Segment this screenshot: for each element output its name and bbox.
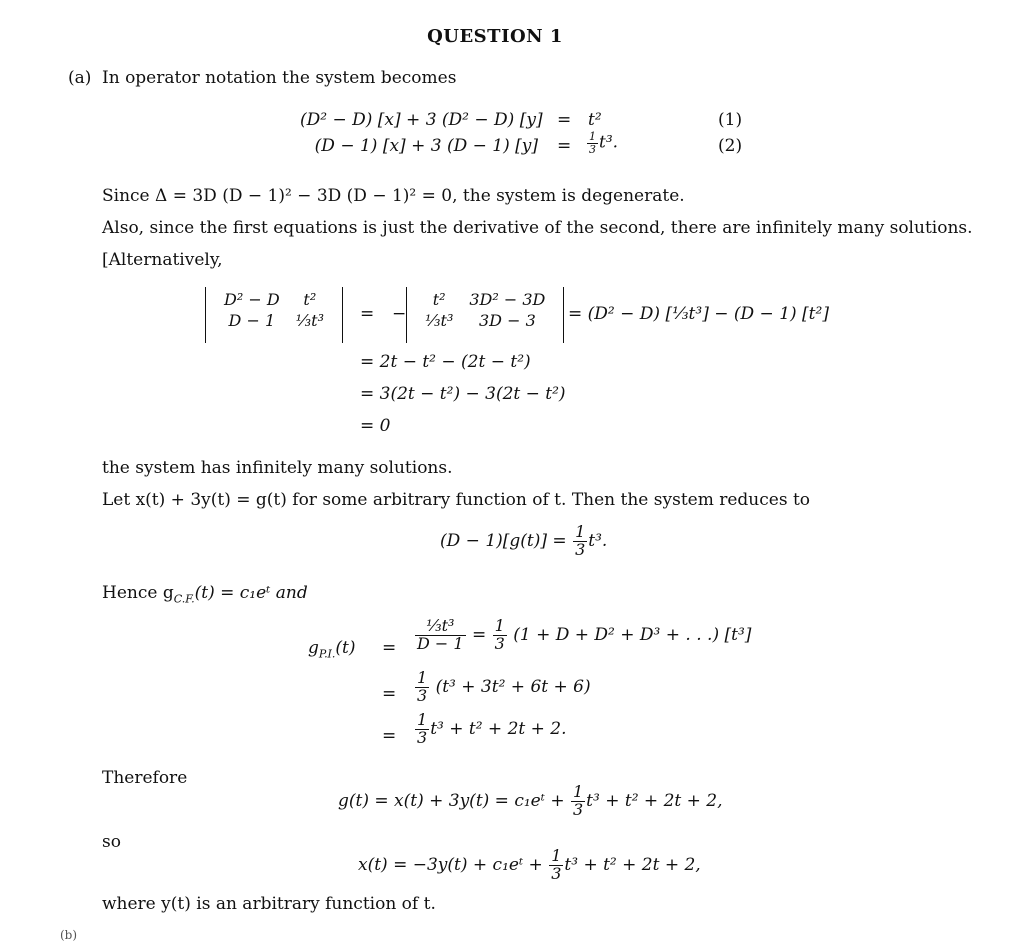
eq1-equals: = — [557, 110, 572, 130]
det-step-1: = 2t − t² − (2t − t²) — [360, 352, 531, 372]
gpi-label: $g_{P.I.}(t)$ — [308, 638, 356, 661]
gpi-line-1: $\frac{\text{⅓t³}}{D - 1}$ = $\frac{1}{3}$ (1 + D + D² + D³ + . . .) [t³] — [417, 616, 752, 653]
eq2-equals: = — [557, 136, 572, 156]
determinant-2: t² 3D² − 3D ⅓t³ 3D − 3 — [406, 287, 564, 343]
hence-text: Hence $g_{C.F.}(t)$ = c₁eᵗ and — [102, 583, 308, 606]
eq1-lhs: (D² − D) [x] + 3 (D² − D) [y] — [300, 110, 543, 130]
det-rhs: = (D² − D) [⅓t³] − (D − 1) [t²] — [568, 304, 829, 324]
let-text: Let x(t) + 3y(t) = g(t) for some arbitrary function of t. Then the system reduces to — [102, 490, 811, 510]
gpi-line-2: $\frac{1}{3}$ (t³ + 3t² + 6t + 6) — [417, 668, 591, 705]
eq1-rhs: t² — [588, 110, 602, 130]
eq1-tag: (1) — [718, 110, 743, 130]
det-equals: = — [360, 304, 375, 324]
infinite-text: Also, since the first equations is just the derivative of the second, there are infinitely many solutions. — [102, 218, 973, 238]
eq2-tag: (2) — [718, 136, 743, 156]
intro-text: In operator notation the system becomes — [102, 68, 457, 88]
infinite-solutions-text: the system has infinitely many solutions. — [102, 458, 453, 478]
degenerate-text: Since Δ = 3D (D − 1)² − 3D (D − 1)² = 0, the system is degenerate. — [102, 186, 685, 206]
therefore-text: Therefore — [102, 768, 188, 788]
reduced-equation: (D − 1)[g(t)] = $\frac{1}{3}$ t³. — [440, 522, 608, 559]
g-result: g(t) = x(t) + 3y(t) = c₁eᵗ + $\frac{1}{3}$ t³ + t² + 2t + 2, — [338, 782, 723, 819]
where-text: where y(t) is an arbitrary function of t. — [102, 894, 436, 914]
determinant-1: D² − D t² D − 1 ⅓t³ — [205, 287, 343, 343]
det-minus: − — [392, 304, 407, 324]
gpi-equals-1: = — [382, 638, 397, 658]
alternatively-text: [Alternatively, — [102, 250, 223, 270]
eq2-lhs: (D − 1) [x] + 3 (D − 1) [y] — [314, 136, 538, 156]
eq2-rhs: $\frac{1}{3}$ t³. — [589, 130, 619, 156]
page-title: QUESTION 1 — [427, 26, 563, 47]
gpi-line-3: $\frac{1}{3}$ t³ + t² + 2t + 2. — [417, 710, 567, 747]
so-text: so — [102, 832, 121, 852]
next-part-label: (b) — [60, 928, 78, 942]
det-step-3: = 0 — [360, 416, 391, 436]
gpi-equals-3: = — [382, 726, 397, 746]
gpi-equals-2: = — [382, 684, 397, 704]
x-result: x(t) = −3y(t) + c₁eᵗ + $\frac{1}{3}$ t³ + t² + 2t + 2, — [358, 846, 701, 883]
part-label: (a) — [68, 68, 92, 88]
det-step-2: = 3(2t − t²) − 3(2t − t²) — [360, 384, 566, 404]
